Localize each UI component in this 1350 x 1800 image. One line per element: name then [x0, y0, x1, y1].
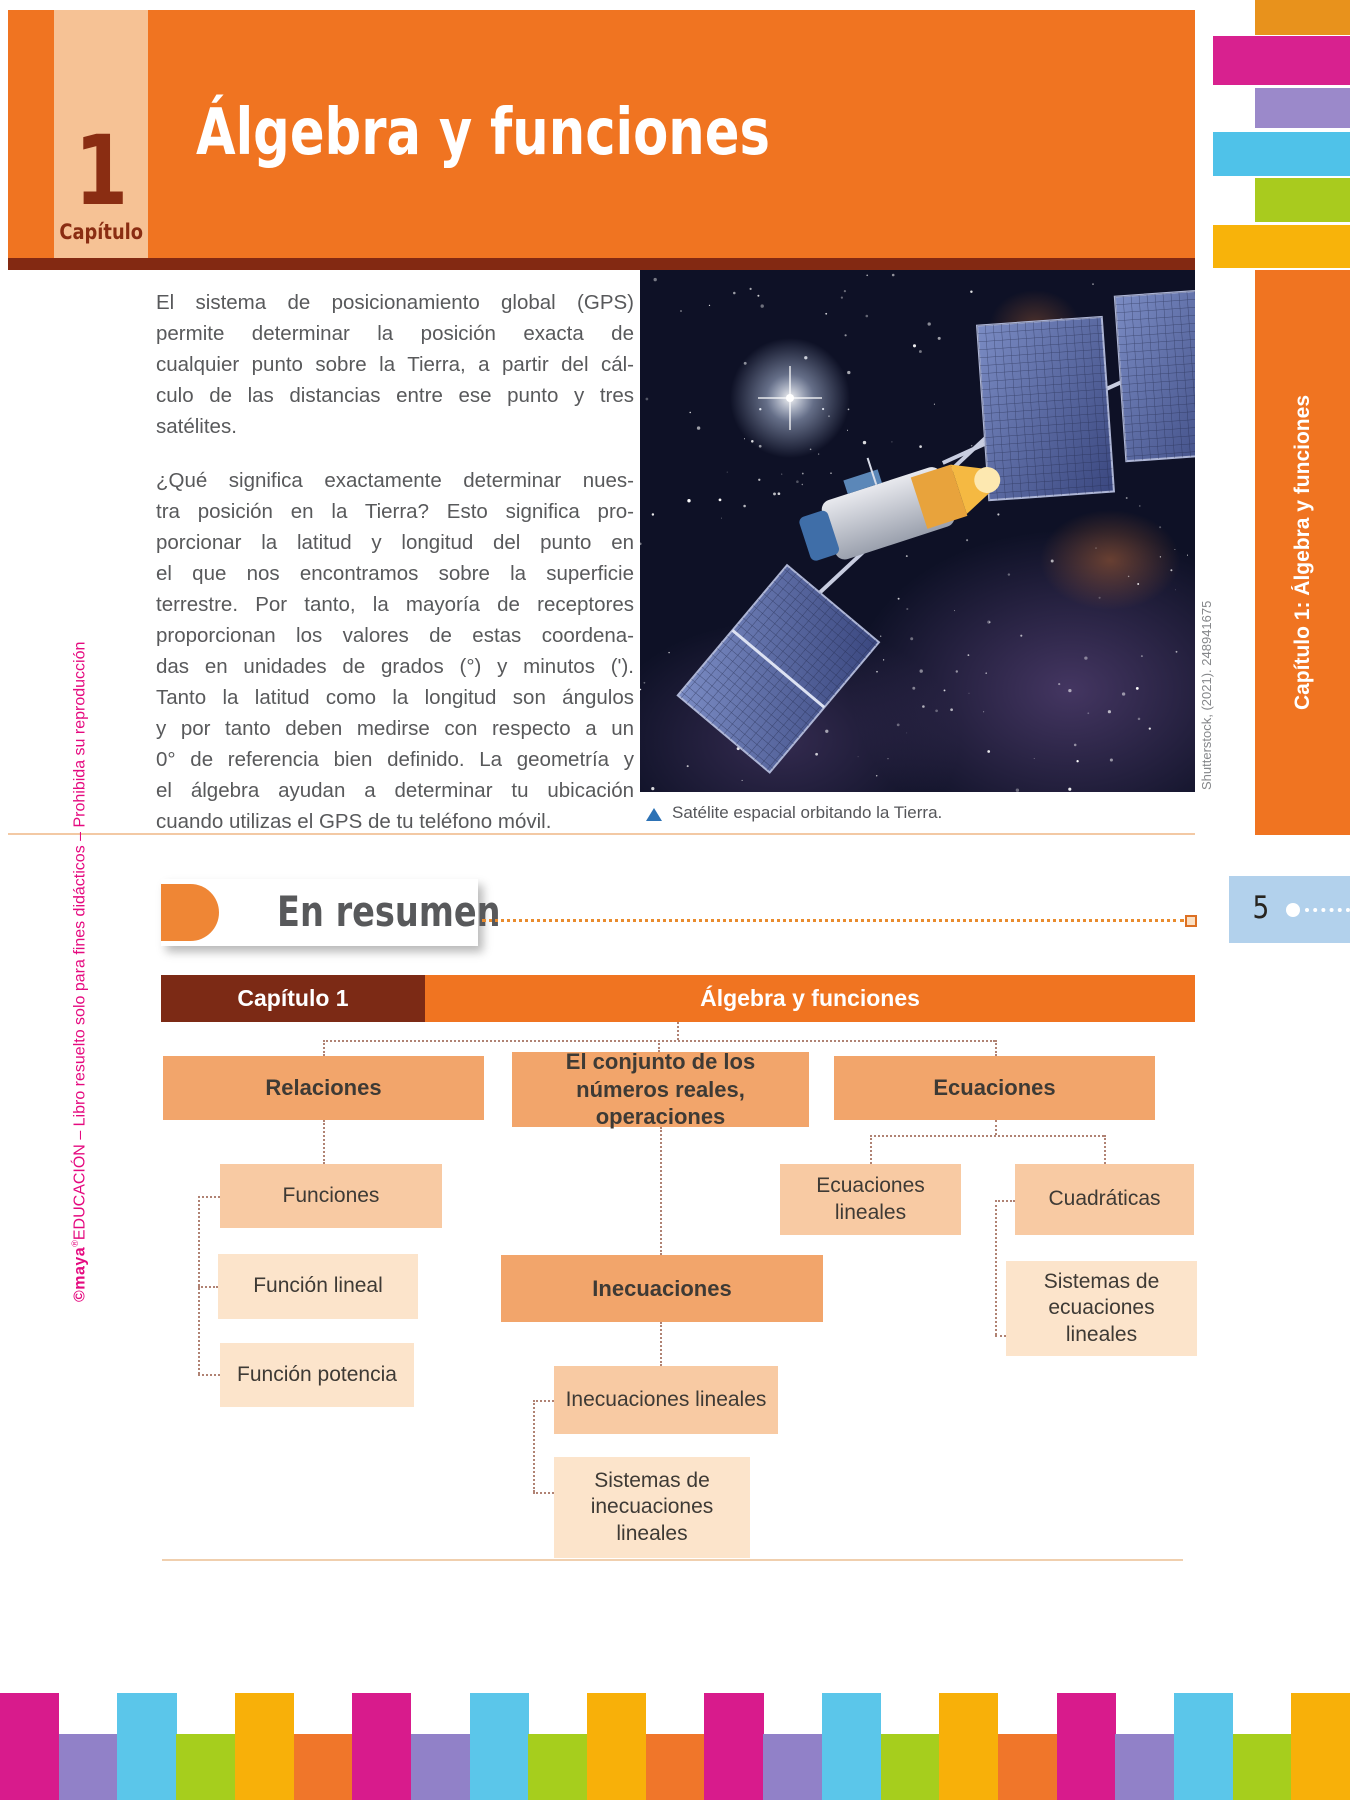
heading-accent-shape	[161, 884, 219, 941]
connector	[323, 1120, 325, 1164]
footer-stripe	[1233, 1734, 1292, 1800]
intro-line: Tanto la latitud como la longitud son ángulos	[156, 686, 634, 709]
intro-line: satélites.	[156, 415, 237, 438]
tab-blue	[1213, 132, 1350, 176]
intro-line: el álgebra ayudan a determinar tu ubicación	[156, 779, 634, 802]
footer-stripe	[59, 1734, 118, 1800]
map-node-sistemas-inecuaciones: Sistemas de inecuaciones lineales	[554, 1457, 750, 1558]
chapter-number-box	[54, 10, 148, 258]
badge-dot	[1286, 903, 1300, 917]
chapter-number: 1	[74, 114, 128, 227]
connector	[198, 1196, 220, 1198]
header-divider	[8, 258, 1195, 270]
intro-line: y por tanto deben medirse con respecto a un	[156, 717, 634, 740]
footer-stripe	[235, 1693, 294, 1800]
footer-stripe	[998, 1734, 1057, 1800]
intro-line: el que nos encontramos sobre la superficie	[156, 562, 634, 585]
page-number: 5	[1252, 890, 1270, 926]
figure-caption: Satélite espacial orbitando la Tierra.	[672, 803, 943, 822]
connector	[198, 1286, 218, 1288]
map-node-sistemas-ecuaciones: Sistemas de ecuaciones lineales	[1006, 1261, 1197, 1356]
connector	[533, 1492, 554, 1494]
intro-line: proporcionan los valores de estas coordena-	[156, 624, 634, 647]
registered-mark: ®	[70, 1240, 80, 1247]
map-root-chapter	[161, 975, 425, 1022]
chapter-side-tab	[1255, 270, 1350, 835]
map-node-conjunto: El conjunto de los números reales, operaciones	[512, 1052, 809, 1127]
section-heading-card	[161, 879, 501, 946]
footer-stripe	[939, 1693, 998, 1800]
intro-line: cuando utilizas el GPS de tu teléfono móvil.	[156, 810, 552, 833]
footer-stripe	[822, 1693, 881, 1800]
map-node-funcion-potencia: Función potencia	[220, 1343, 414, 1407]
tab-orange	[1255, 0, 1350, 35]
footer-stripe	[881, 1734, 940, 1800]
connector	[995, 1335, 1006, 1337]
intro-line: terrestre. Por tanto, la mayoría de receptores	[156, 593, 634, 616]
footer-stripe	[704, 1693, 763, 1800]
connector	[533, 1400, 554, 1402]
satellite-illustration	[640, 270, 1195, 792]
connector	[1104, 1135, 1106, 1164]
connector	[660, 1127, 662, 1255]
connector	[198, 1196, 200, 1374]
map-node-ecuaciones: Ecuaciones	[834, 1056, 1155, 1120]
footer-stripe	[0, 1693, 59, 1800]
caption-marker-icon	[646, 808, 662, 821]
map-node-inecuaciones: Inecuaciones	[501, 1255, 823, 1322]
intro-line: das en unidades de grados (°) y minutos (').	[156, 655, 634, 678]
intro-line: culo de las distancias entre ese punto y tres	[156, 384, 634, 407]
heading-dotted-line	[482, 919, 1184, 922]
brand-name: EDUCACIÓN	[71, 1144, 89, 1241]
map-node-inecuaciones-lineales: Inecuaciones lineales	[554, 1366, 778, 1434]
footer-stripe	[176, 1734, 235, 1800]
footer-stripe	[646, 1734, 705, 1800]
connector	[677, 1022, 679, 1040]
connector	[995, 1040, 997, 1056]
map-node-ecuaciones-lineales: Ecuaciones lineales	[780, 1164, 961, 1235]
section-heading: En resumen	[277, 887, 501, 936]
footer-stripe	[1115, 1734, 1174, 1800]
intro-text	[156, 287, 634, 837]
tab-magenta	[1213, 36, 1350, 85]
map-root-title	[425, 975, 1195, 1022]
intro-line: cualquier punto sobre la Tierra, a partir del cál-	[156, 353, 634, 376]
page-number-badge	[1229, 876, 1350, 943]
footer-stripe	[763, 1734, 822, 1800]
map-node-cuadraticas: Cuadráticas	[1015, 1164, 1194, 1235]
footer-stripe	[528, 1734, 587, 1800]
connector	[870, 1135, 1104, 1137]
connector	[198, 1374, 220, 1376]
bottom-rule	[162, 1559, 1183, 1561]
chapter-side-tab-label: Capítulo 1: Álgebra y funciones	[1290, 394, 1314, 711]
footer-stripe	[411, 1734, 470, 1800]
tab-purple	[1255, 88, 1350, 128]
footer-stripe	[1057, 1693, 1116, 1800]
intro-line: El sistema de posicionamiento global (GPS)	[156, 291, 634, 314]
chapter-word: Capítulo	[59, 220, 143, 244]
tab-green	[1255, 178, 1350, 222]
photo-credit: Shutterstock, (2021). 248941675	[1199, 600, 1214, 790]
footer-stripe	[470, 1693, 529, 1800]
page-title: Álgebra y funciones	[196, 96, 770, 170]
intro-line: permite determinar la posición exacta de	[156, 322, 634, 345]
connector	[870, 1135, 872, 1164]
map-root-title-label: Álgebra y funciones	[700, 985, 920, 1011]
map-node-relaciones: Relaciones	[163, 1056, 484, 1120]
intro-line: 0° de referencia bien definido. La geometría y	[156, 748, 634, 771]
footer-stripe	[587, 1693, 646, 1800]
intro-line: ¿Qué significa exactamente determinar nues-	[156, 469, 634, 492]
brand-logo: ©maya	[71, 1246, 89, 1302]
dotted-line-end-square	[1185, 915, 1197, 927]
map-node-funcion-lineal: Función lineal	[218, 1254, 418, 1319]
tab-amber	[1213, 225, 1350, 268]
connector	[533, 1400, 535, 1492]
footer-stripe	[117, 1693, 176, 1800]
footer-stripe	[294, 1734, 353, 1800]
copyright-text: – Libro resuelto solo para fines didácticos – Prohibida su reproducción	[71, 641, 89, 1145]
connector	[995, 1120, 997, 1135]
caption-rule	[8, 833, 1195, 835]
map-root-chapter-label: Capítulo 1	[237, 985, 349, 1011]
copyright-sidebar	[70, 642, 89, 1302]
footer-stripe	[1174, 1693, 1233, 1800]
connector	[995, 1200, 1015, 1202]
connector	[323, 1040, 325, 1056]
connector	[660, 1322, 662, 1366]
badge-dotted-line	[1305, 908, 1350, 912]
map-node-funciones: Funciones	[220, 1164, 442, 1228]
footer-stripe	[1291, 1693, 1350, 1800]
satellite-image	[640, 270, 1195, 792]
intro-line: porcionar la latitud y longitud del punto en	[156, 531, 634, 554]
connector	[995, 1200, 997, 1335]
intro-line: tra posición en la Tierra? Esto significa pro-	[156, 500, 634, 523]
footer-stripe	[352, 1693, 411, 1800]
